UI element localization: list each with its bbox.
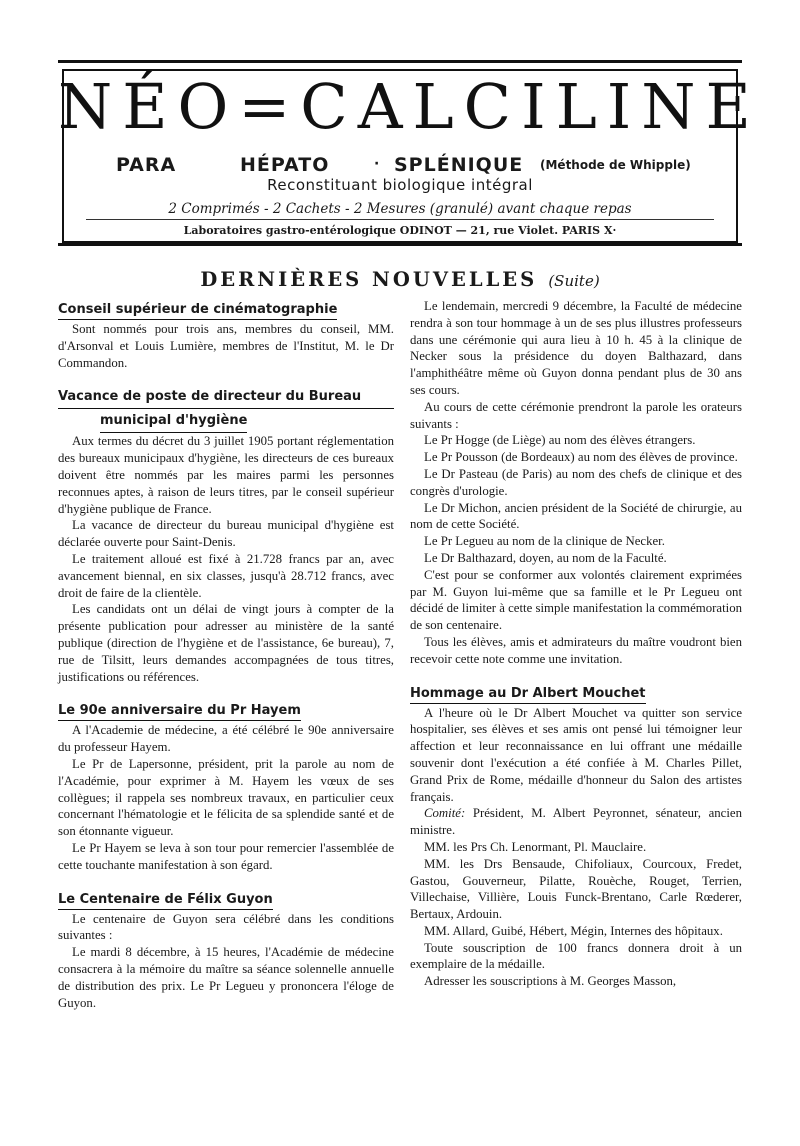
article-paragraph: Le Dr Pasteau (de Paris) au nom des chefs de clinique et des congrès d'urologie. [410, 466, 742, 498]
article-paragraph: Le traitement alloué est fixé à 21.728 francs par an, avec avancement biennal, en six classes, jusqu'à 28.712 francs, avec droit de faire de la clientèle. [58, 551, 394, 600]
ad-bottom-rule [58, 243, 742, 246]
article-paragraph: Adresser les souscriptions à M. Georges Masson, [424, 974, 677, 989]
article-paragraph: Toute souscription de 100 francs donnera droit à un exemplaire de la médaille. [410, 940, 742, 972]
ad-subtitle-para: PARA [116, 154, 177, 176]
article-paragraph: MM. Allard, Guibé, Hébert, Mégin, Internes des hôpitaux. [424, 923, 723, 938]
ad-subtitle-method: (Méthode de Whipple) [540, 158, 691, 172]
article-paragraph: Les candidats ont un délai de vingt jours à compter de la présente publication pour adresser au ministère de la santé publique (direction de l'hygiène et de l'assistance, 6e bureau), 7, rue de Tilsitt, leurs demandes accompagnées de tous titres, justifications ou références. [58, 602, 394, 684]
article-paragraph: A l'Academie de médecine, a été célébré le 90e anniversaire du professeur Hayem. [58, 723, 394, 755]
ad-product-name: NÉO=CALCILINE [58, 70, 761, 143]
ad-tagline: Reconstituant biologique intégral [267, 176, 533, 194]
article-paragraph: A l'heure où le Dr Albert Mouchet va quitter son service hospitalier, ses élèves et ses amis ont pensé lui témoigner leur affection et leur reconnaissance en lui offrant une médaille souvenir dont l'exécution a été confiée à M. Charles Pillet, Grand Prix de Rome, médaille d'honneur du Salon des artistes français. [410, 705, 742, 804]
article-paragraph: C'est pour se conformer aux volontés clairement exprimées par M. Guyon lui-même que sa famille et le Pr Legueu ont décidé de limiter à cette simple manifestation la commémoration de son centenaire. [410, 567, 742, 633]
article-paragraph: Le Pr Hayem se leva à son tour pour remercier l'assemblée de cette touchante manifestation à son égard. [58, 840, 394, 872]
article-paragraph: La vacance de directeur du bureau municipal d'hygiène est déclarée ouverte pour Saint-Denis. [58, 518, 394, 550]
ad-subtitle-dot: · [374, 156, 381, 172]
left-column [58, 298, 394, 1011]
ad-top-rule [58, 60, 742, 63]
comite-label: Comité: [424, 806, 466, 821]
article-paragraph: Aux termes du décret du 3 juillet 1905 portant réglementation des bureaux municipaux d'hygiène, les directeurs de ces bureaux doivent être nommés par les maires parmi les personnes reconnues aptes, à raison de leurs titres, par le conseil supérieur d'hygiène publique de France. [58, 434, 394, 516]
advertisement-box [58, 60, 761, 248]
right-column [410, 298, 742, 990]
article-title-vacance [58, 385, 394, 433]
article-paragraph: Le mardi 8 décembre, à 15 heures, l'Académie de médecine consacrera à la mémoire du maître sa séance solennelle annuelle de distribution des prix. Le Pr Legueu y prononcera l'éloge de Guyon. [58, 945, 394, 1010]
article-paragraph: Au cours de cette cérémonie prendront la parole les orateurs suivants : [410, 399, 742, 431]
comite-text: Président, M. Albert Peyronnet, sénateur, ancien ministre. [410, 806, 742, 838]
article-title-guyon: Le Centenaire de Félix Guyon [58, 891, 273, 910]
section-heading [0, 268, 800, 291]
article-title-conseil: Conseil supérieur de cinématographie [58, 301, 337, 320]
ad-subtitle-splenique: SPLÉNIQUE [394, 154, 524, 176]
article-paragraph: Le Pr Hogge (de Liège) au nom des élèves étrangers. [424, 433, 696, 448]
article-paragraph: Le Pr Legueu au nom de la clinique de Necker. [424, 534, 665, 549]
article-title-mouchet: Hommage au Dr Albert Mouchet [410, 685, 646, 704]
article-paragraph-comite [410, 805, 742, 839]
article-title-hayem: Le 90e anniversaire du Pr Hayem [58, 702, 301, 721]
article-paragraph: Le Pr Pousson (de Bordeaux) au nom des élèves de province. [424, 450, 738, 465]
article-title-line: Vacance de poste de directeur du Bureau [58, 385, 394, 409]
ad-subtitle-hepato: HÉPATO [240, 154, 330, 176]
article-paragraph: Sont nommés pour trois ans, membres du conseil, MM. d'Arsonval et Louis Lumière, membres de l'Institut, M. le Dr Commandon. [58, 322, 394, 370]
article-paragraph: Le Dr Balthazard, doyen, au nom de la Faculté. [424, 550, 667, 565]
article-paragraph: Le lendemain, mercredi 9 décembre, la Faculté de médecine rendra à son tour hommage à un de ses plus illustres professeurs dans une cérémonie qui aura lieu à 10 h. 45 à la clinique de Necker sous la présidence du doyen Balthazard, dans l'amphithéâtre même où Guyon donna pendant plus de 30 ans ses cours. [410, 299, 742, 397]
article-title-line: municipal d'hygiène [100, 409, 247, 433]
article-paragraph: Le Pr de Lapersonne, président, prit la parole au nom de l'Académie, pour exprimer à M. Hayem les vœux de ses collègues; il rappela ses nombreux travaux, en particulier ceux concernant l'hématologie et le félicita de sa splendide santé et de son étonnante vigueur. [58, 756, 394, 839]
article-paragraph: MM. les Drs Bensaude, Chifoliaux, Courcoux, Fredet, Gastou, Gouverneur, Pilatte, Rouèche, Rouget, Terrien, Villechaise, Villière, Louis Funck-Brentano, Carle Rœderer, Bertaux, Ardouin. [410, 856, 742, 922]
ad-separator [86, 219, 714, 220]
ad-laboratory: Laboratoires gastro-entérologique ODINOT — 21, rue Violet. PARIS X· [183, 224, 617, 237]
section-title: DERNIÈRES NOUVELLES [200, 268, 538, 291]
section-suite: (Suite) [548, 272, 600, 290]
ad-dosage: 2 Comprimés - 2 Cachets - 2 Mesures (granulé) avant chaque repas [168, 201, 632, 217]
article-paragraph: Tous les élèves, amis et admirateurs du maître voudront bien recevoir cette note comme une invitation. [410, 634, 742, 666]
article-paragraph: Le Dr Michon, ancien président de la Société de chirurgie, au nom de cette Société. [410, 500, 742, 532]
article-paragraph: Le centenaire de Guyon sera célébré dans les conditions suivantes : [58, 911, 394, 943]
article-paragraph: MM. les Prs Ch. Lenormant, Pl. Mauclaire. [424, 839, 647, 854]
